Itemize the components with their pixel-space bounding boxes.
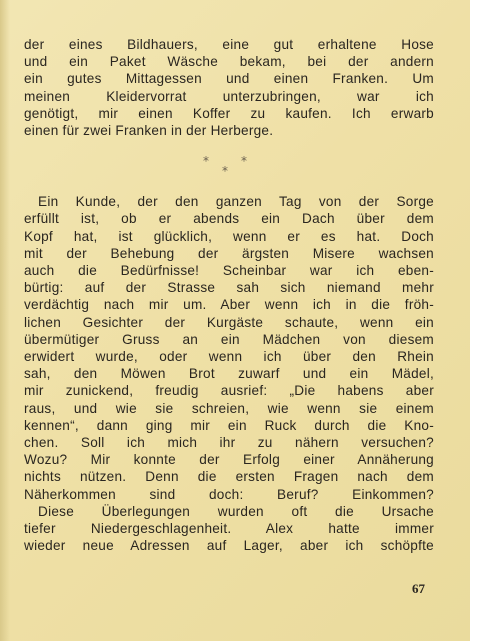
text-line: lichen Gesichter der Kurgäste schaute, wenn ein — [24, 314, 434, 330]
text-line: Diese Überlegungen wurden oft die Ursache — [38, 503, 434, 519]
text-line: auch die Bedürfnisse! Scheinbar war ich eben- — [24, 263, 434, 279]
asterisk-ornament: * — [203, 154, 209, 169]
text-line: tiefer Niedergeschlagenheit. Alex hatte immer — [24, 521, 434, 537]
text-line: sah, den Möwen Brot zuwarf und ein Mädel, — [24, 366, 434, 382]
asterisk-ornament: * — [222, 164, 228, 179]
text-line: meinen Kleidervorrat unterzubringen, war ich — [24, 88, 434, 104]
text-line: Näherkommen sind doch: Beruf? Einkommen? — [24, 486, 434, 502]
text-line: kennen“, dann ging mir ein Ruck durch die Kno- — [24, 417, 434, 433]
asterisk-ornament: * — [241, 154, 247, 169]
text-line: raus, und wie sie schreien, wie wenn sie einem — [24, 400, 434, 416]
page-margin — [470, 0, 488, 641]
text-line: wieder neue Adressen auf Lager, aber ich schöpfte — [24, 538, 434, 554]
paragraph-3 — [24, 503, 434, 555]
text-line: einen für zwei Franken in der Herberge. — [24, 123, 274, 139]
text-line: mit der Behebung der ärgsten Misere wachsen — [24, 245, 434, 261]
text-line: bürtig: auf der Strasse sah sich niemand mehr — [24, 280, 434, 296]
paragraph-1 — [24, 36, 434, 139]
text-line: Kopf hat, ist glücklich, wenn er es hat. Doch — [24, 228, 434, 244]
text-line: chen. Soll ich mich ihr zu nähern versuchen? — [24, 435, 434, 451]
text-line: Wozu? Mir konnte der Erfolg einer Annäherung — [24, 452, 434, 468]
text-line: Ein Kunde, der den ganzen Tag von der Sorge — [38, 194, 434, 210]
text-line: nichts nützen. Denn die ersten Fragen nach dem — [24, 469, 434, 485]
page-number: 67 — [412, 581, 425, 596]
paragraph-2 — [24, 193, 434, 503]
text-line: erwidert wurde, oder wenn ich über den Rhein — [24, 349, 434, 365]
text-line: übermütiger Gruss an ein Mädchen von diesem — [24, 331, 434, 347]
page-spine-shading — [0, 0, 10, 641]
body-text — [24, 36, 434, 554]
text-line: ein gutes Mittagessen und einen Franken. Um — [24, 71, 434, 87]
text-line: erfüllt ist, ob er abends ein Dach über dem — [24, 211, 434, 227]
text-line: verdächtig nach mir um. Aber wenn ich in die fröh- — [24, 297, 434, 313]
text-line: und ein Paket Wäsche bekam, bei der andern — [24, 54, 434, 70]
text-line: genötigt, mir einen Koffer zu kaufen. Ich erwarb — [24, 105, 434, 121]
text-line: mir zunickend, freudig ausrief: „Die habens aber — [24, 383, 434, 399]
section-separator — [24, 139, 434, 193]
text-line: der eines Bildhauers, eine gut erhaltene Hose — [24, 37, 434, 52]
